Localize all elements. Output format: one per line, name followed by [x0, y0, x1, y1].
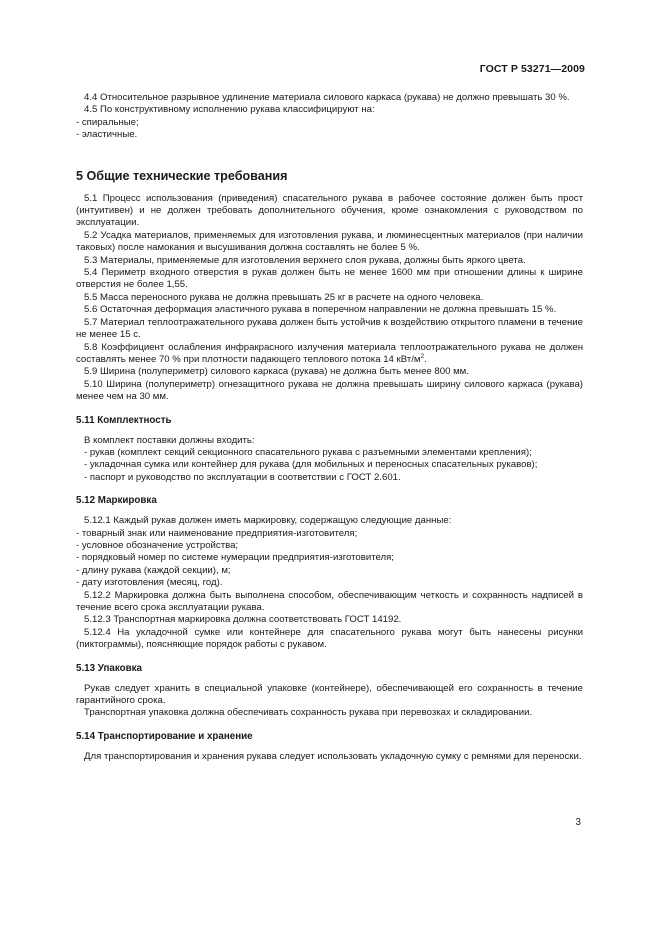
clause-5-2: 5.2 Усадка материалов, применяемых для изготовления рукава, и люминесцентных материалов (при наличии таковых) после намокания и высушивания должна составлять не более 5 %. — [76, 229, 583, 254]
list-item: - товарный знак или наименование предприятия-изготовителя; — [76, 527, 358, 539]
clause-5-12-2: 5.12.2 Маркировка должна быть выполнена способом, обеспечивающим четкость и сохранность надписей в течение всего срока эксплуатации рукава. — [76, 589, 583, 613]
clause-5-12-4: 5.12.4 На укладочной сумке или контейнере для спасательного рукава могут быть нанесены рисунки (пиктограммы), поясняющие порядок работы с рукавом. — [76, 626, 583, 651]
section-5-11-title: 5.11 Комплектность — [76, 414, 172, 426]
clause-5-5: 5.5 Масса переносного рукава не должна превышать 25 кг в расчете на одного человека. — [84, 291, 484, 303]
list-item: - спиральные; — [76, 116, 139, 128]
list-item: - длину рукава (каждой секции), м; — [76, 564, 231, 576]
clause-5-13-a: Рукав следует хранить в специальной упаковке (контейнере), обеспечивающей его сохранность в течение гарантийного срока. — [76, 682, 583, 707]
list-item: - эластичные. — [76, 129, 138, 141]
clause-5-8-end: . — [424, 353, 427, 365]
clause-5-12-3: 5.12.3 Транспортная маркировка должна соответствовать ГОСТ 14192. — [84, 614, 402, 626]
list-item: - дату изготовления (месяц, год). — [76, 577, 223, 589]
clause-4-5: 4.5 По конструктивному исполнению рукава классифицируют на: — [84, 104, 375, 116]
section-5-title: 5 Общие технические требования — [76, 168, 288, 183]
clause-4-4: 4.4 Относительное разрывное удлинение материала силового каркаса (рукава) не должно превышать 30 %. — [84, 92, 570, 103]
clause-5-10: 5.10 Ширина (полупериметр) огнезащитного рукава не должна превышать ширину силового каркаса (рукава) менее чем на 30 мм. — [76, 378, 583, 403]
document-code: ГОСТ Р 53271—2009 — [479, 63, 585, 75]
clause-5-1: 5.1 Процесс использования (приведения) спасательного рукава в рабочее состояние должен быть прост (интуитивен) и не должен требовать дополнительного обучения, кроме ознакомления с руководством по эксплуатации. — [76, 192, 583, 229]
clause-5-7: 5.7 Материал теплоотражательного рукава должен быть устойчив к воздействию открытого пламени в течение не менее 15 с. — [76, 316, 583, 341]
clause-5-12-1: 5.12.1 Каждый рукав должен иметь маркировку, содержащую следующие данные: — [84, 515, 452, 527]
section-5-14-title: 5.14 Транспортирование и хранение — [76, 730, 253, 742]
clause-5-8 — [76, 342, 583, 367]
clause-5-9: 5.9 Ширина (полупериметр) силового каркаса (рукава) не должна быть менее 800 мм. — [84, 366, 469, 378]
list-item: - паспорт и руководство по эксплуатации в соответствии с ГОСТ 2.601. — [84, 471, 401, 483]
list-item: - порядковый номер по системе нумерации предприятия-изготовителя; — [76, 552, 394, 564]
clause-5-13-b: Транспортная упаковка должна обеспечивать сохранность рукава при перевозках и складировании. — [84, 707, 533, 719]
clause-5-14: Для транспортирования и хранения рукава следует использовать укладочную сумку с ремнями для переноски. — [84, 750, 582, 762]
list-item: - условное обозначение устройства; — [76, 539, 239, 551]
superscript: 2 — [420, 352, 425, 360]
page-number: 3 — [575, 817, 581, 828]
clause-5-6: 5.6 Остаточная деформация эластичного рукава в поперечном направлении не должна превышать 15 %. — [84, 304, 557, 316]
section-5-12-title: 5.12 Маркировка — [76, 495, 157, 507]
list-item: - рукав (комплект секций секционного спасательного рукава с разъемными элементами крепления); — [84, 446, 532, 458]
clause-5-4: 5.4 Периметр входного отверстия в рукав должен быть не менее 1600 мм при отношении длины к ширине отверстия не более 1,55. — [76, 267, 583, 291]
clause-5-8-text: 5.8 Коэффициент ослабления инфракрасного излучения материала теплоотражательного рукава не должен составлять менее 70 % при плотности падающего теплового потока 14 кВт/м — [76, 341, 583, 365]
section-5-13-title: 5.13 Упаковка — [76, 662, 143, 674]
document-body — [76, 92, 583, 763]
list-item: - укладочная сумка или контейнер для рукава (для мобильных и переносных спасательных рукавов); — [84, 459, 538, 471]
clause-5-3: 5.3 Материалы, применяемые для изготовления верхнего слоя рукава, должны быть яркого цвета. — [84, 254, 526, 266]
clause-5-11-intro: В комплект поставки должны входить: — [84, 434, 255, 446]
